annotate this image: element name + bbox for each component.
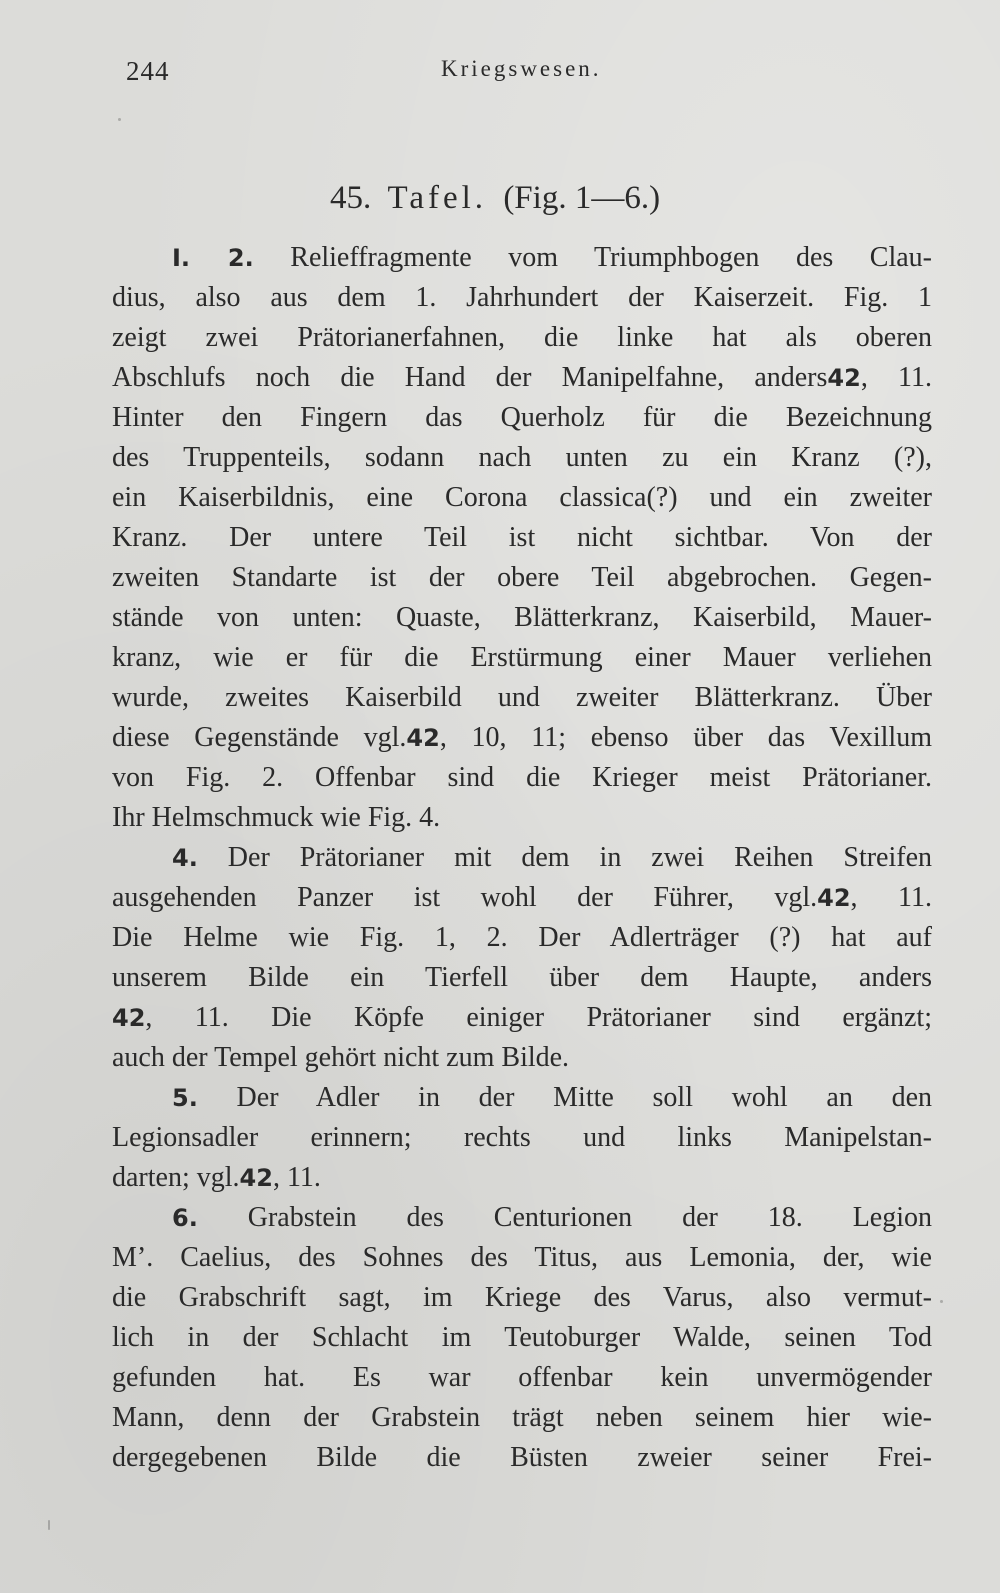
- line-text: Grabstein des Centurionen der 18. Legion: [197, 1202, 932, 1233]
- line-text: dius, also aus dem 1. Jahrhundert der Kaiserzeit. Fig. 1: [112, 282, 932, 313]
- text-line: [112, 358, 932, 398]
- line-text: die Grabschrift sagt, im Kriege des Varus, also vermut-: [112, 1282, 932, 1313]
- text-line: [112, 998, 932, 1038]
- text-line: [112, 1438, 932, 1478]
- line-text: auch der Tempel gehört nicht zum Bilde.: [112, 1042, 570, 1073]
- text-line: [112, 1238, 932, 1278]
- line-text-tail: , 11.: [272, 1162, 321, 1193]
- text-line: [112, 1158, 932, 1198]
- reference-number: 42: [817, 884, 851, 912]
- page-number: 244: [126, 56, 170, 86]
- line-text: Der Prätorianer mit dem in zwei Reihen Streifen: [197, 842, 932, 873]
- plate-heading: [330, 180, 660, 217]
- text-line: [112, 1078, 932, 1118]
- line-text: Der Adler in der Mitte soll wohl an den: [197, 1082, 932, 1113]
- line-text: zweiten Standarte ist der obere Teil abgebrochen. Gegen-: [112, 562, 932, 593]
- reference-number: 42: [827, 364, 861, 392]
- reference-number: 6.: [172, 1204, 198, 1232]
- text-line: [112, 678, 932, 718]
- text-line: [112, 798, 932, 838]
- line-text: dergegebenen Bilde die Büsten zweier seiner Frei-: [112, 1442, 932, 1473]
- text-line: [112, 318, 932, 358]
- text-line: [112, 878, 932, 918]
- line-text-tail: , 10, 11; ebenso über das Vexillum: [439, 722, 932, 753]
- reference-number: I. 2.: [172, 244, 254, 272]
- line-text: des Truppenteils, sodann nach unten zu ein Kranz (?),: [112, 442, 932, 473]
- line-text: lich in der Schlacht im Teutoburger Walde, seinen Tod: [112, 1322, 932, 1353]
- line-text: wurde, zweites Kaiserbild und zweiter Blätterkranz. Über: [112, 682, 932, 713]
- reference-number: 4.: [172, 844, 198, 872]
- line-text: kranz, wie er für die Erstürmung einer Mauer verliehen: [112, 642, 932, 673]
- line-text: unserem Bilde ein Tierfell über dem Haupte, anders: [112, 962, 932, 993]
- text-line: [112, 838, 932, 878]
- text-line: [112, 1038, 932, 1078]
- text-line: [112, 598, 932, 638]
- running-head: [126, 50, 626, 90]
- reference-number: 42: [112, 1004, 146, 1032]
- line-text: ein Kaiserbildnis, eine Corona classica(?) und ein zweiter: [112, 482, 932, 513]
- text-line: [112, 638, 932, 678]
- line-text: Ihr Helmschmuck wie Fig. 4.: [112, 802, 441, 833]
- line-text: ausgehenden Panzer ist wohl der Führer, vgl.: [112, 882, 818, 913]
- line-text: zeigt zwei Prätorianerfahnen, die linke hat als oberen: [112, 322, 932, 353]
- reference-number: 5.: [172, 1084, 198, 1112]
- text-line: [112, 718, 932, 758]
- text-line: [112, 918, 932, 958]
- reference-number: 42: [239, 1164, 273, 1192]
- line-text-tail: , 11.: [850, 882, 932, 913]
- line-text: gefunden hat. Es war offenbar kein unvermögender: [112, 1362, 932, 1393]
- line-text: darten; vgl.: [112, 1162, 240, 1193]
- line-text: Kranz. Der untere Teil ist nicht sichtbar. Von der: [112, 522, 932, 553]
- running-title: Kriegswesen.: [441, 56, 602, 81]
- line-text: von Fig. 2. Offenbar sind die Krieger meist Prätorianer.: [112, 762, 932, 793]
- line-text: Hinter den Fingern das Querholz für die Bezeichnung: [112, 402, 932, 433]
- paper-speck: [48, 1520, 50, 1530]
- text-line: [112, 1398, 932, 1438]
- line-text: Mann, denn der Grabstein trägt neben seinem hier wie-: [112, 1402, 932, 1433]
- plate-number: 45.: [330, 180, 372, 216]
- text-line: [112, 1278, 932, 1318]
- line-text: Die Helme wie Fig. 1, 2. Der Adlerträger (?) hat auf: [112, 922, 932, 953]
- paper-speck: [118, 118, 121, 121]
- text-line: [112, 518, 932, 558]
- text-line: [112, 1318, 932, 1358]
- line-text: Legionsadler erinnern; rechts und links Manipelstan-: [112, 1122, 932, 1153]
- text-line: [112, 238, 932, 278]
- line-text: Abschlufs noch die Hand der Manipelfahne, anders: [112, 362, 828, 393]
- line-text: Relieffragmente vom Triumphbogen des Clau-: [253, 242, 932, 273]
- text-line: [112, 278, 932, 318]
- text-line: [112, 558, 932, 598]
- paper-speck: [940, 1300, 943, 1303]
- text-line: [112, 398, 932, 438]
- text-line: [112, 1118, 932, 1158]
- line-text: M’. Caelius, des Sohnes des Titus, aus Lemonia, der, wie: [112, 1242, 932, 1273]
- text-line: [112, 958, 932, 998]
- line-text: , 11. Die Köpfe einiger Prätorianer sind ergänzt;: [145, 1002, 932, 1033]
- text-line: [112, 1358, 932, 1398]
- body-text: [112, 238, 932, 1478]
- plate-label: Tafel.: [387, 180, 488, 216]
- line-text-tail: , 11.: [860, 362, 932, 393]
- text-line: [112, 1198, 932, 1238]
- plate-figures: (Fig. 1—6.): [503, 180, 661, 216]
- reference-number: 42: [406, 724, 440, 752]
- line-text: diese Gegenstände vgl.: [112, 722, 407, 753]
- text-line: [112, 438, 932, 478]
- text-line: [112, 758, 932, 798]
- line-text: stände von unten: Quaste, Blätterkranz, Kaiserbild, Mauer-: [112, 602, 932, 633]
- text-line: [112, 478, 932, 518]
